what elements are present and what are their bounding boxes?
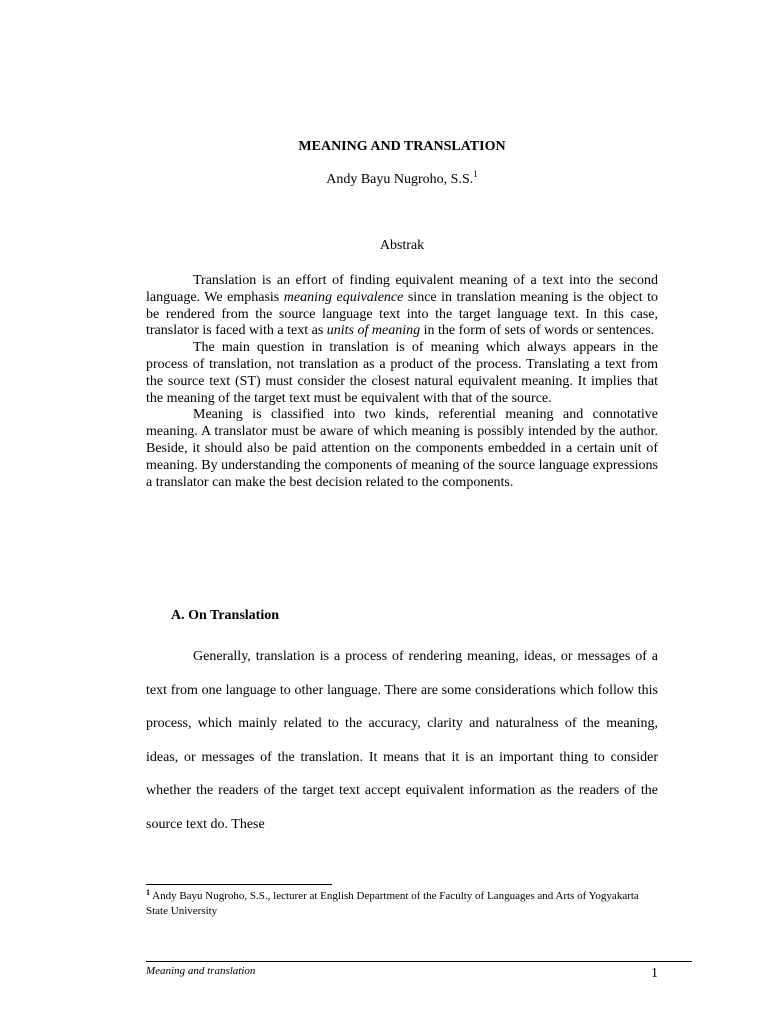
abstract-paragraph xyxy=(146,273,658,340)
abstract-paragraph: Meaning is classified into two kinds, referential meaning and connotative meaning. A translator must be aware of which meaning is possibly intended by the author. Beside, it should also be paid attention on the components embedded in a certain unit of meaning. By understanding the components of meaning of the source language expressions a translator can make the best decision related to the components. xyxy=(146,407,658,490)
footnote xyxy=(146,889,658,919)
paper-title: MEANING AND TRANSLATION xyxy=(298,139,506,154)
author-footnote-mark: 1 xyxy=(473,169,478,179)
abstract-text: since in translation meaning is the object to be rendered from the source language text into the target language text. In this case, translator is faced with a text as xyxy=(146,289,658,339)
author-name: Andy Bayu Nugroho, S.S. xyxy=(326,172,474,187)
footnote-text: Andy Bayu Nugroho, S.S., lecturer at English Department of the Faculty of Languages and Arts of Yogyakarta State University xyxy=(146,890,639,917)
section-body xyxy=(146,640,658,841)
page-number: 1 xyxy=(651,966,658,981)
section-heading: A. On Translation xyxy=(171,608,280,623)
author-line xyxy=(146,171,658,189)
abstract-emphasis: meaning equivalence xyxy=(283,289,404,305)
body-paragraph: Generally, translation is a process of rendering meaning, ideas, or messages of a text from one language to other language. There are some considerations which follow this process, which mainly related to the accuracy, clarity and naturalness of the meaning, ideas, or messages of the translation. It means that it is an important thing to consider whether the readers of the target text accept equivalent information as the readers of the source text do. These xyxy=(146,649,658,832)
abstract-paragraph: The main question in translation is of meaning which always appears in the process of translation, not translation as a product of the process. Translating a text from the source text (ST) must consider the closest natural equivalent meaning. It implies that the meaning of the target text must be equivalent with that of the source. xyxy=(146,340,658,406)
abstract-heading: Abstrak xyxy=(379,238,425,253)
footnote-divider xyxy=(146,884,332,885)
footer-divider xyxy=(146,961,692,962)
running-title: Meaning and translation xyxy=(146,965,256,977)
abstract-text: Translation is an effort of finding equivalent meaning of a text into the second language. We emphasis xyxy=(146,273,658,305)
abstract-emphasis: units of meaning xyxy=(326,323,421,339)
abstract-text: in the form of sets of words or sentences. xyxy=(420,323,655,339)
footnote-mark: 1 xyxy=(146,888,150,897)
abstract-body xyxy=(146,273,658,491)
